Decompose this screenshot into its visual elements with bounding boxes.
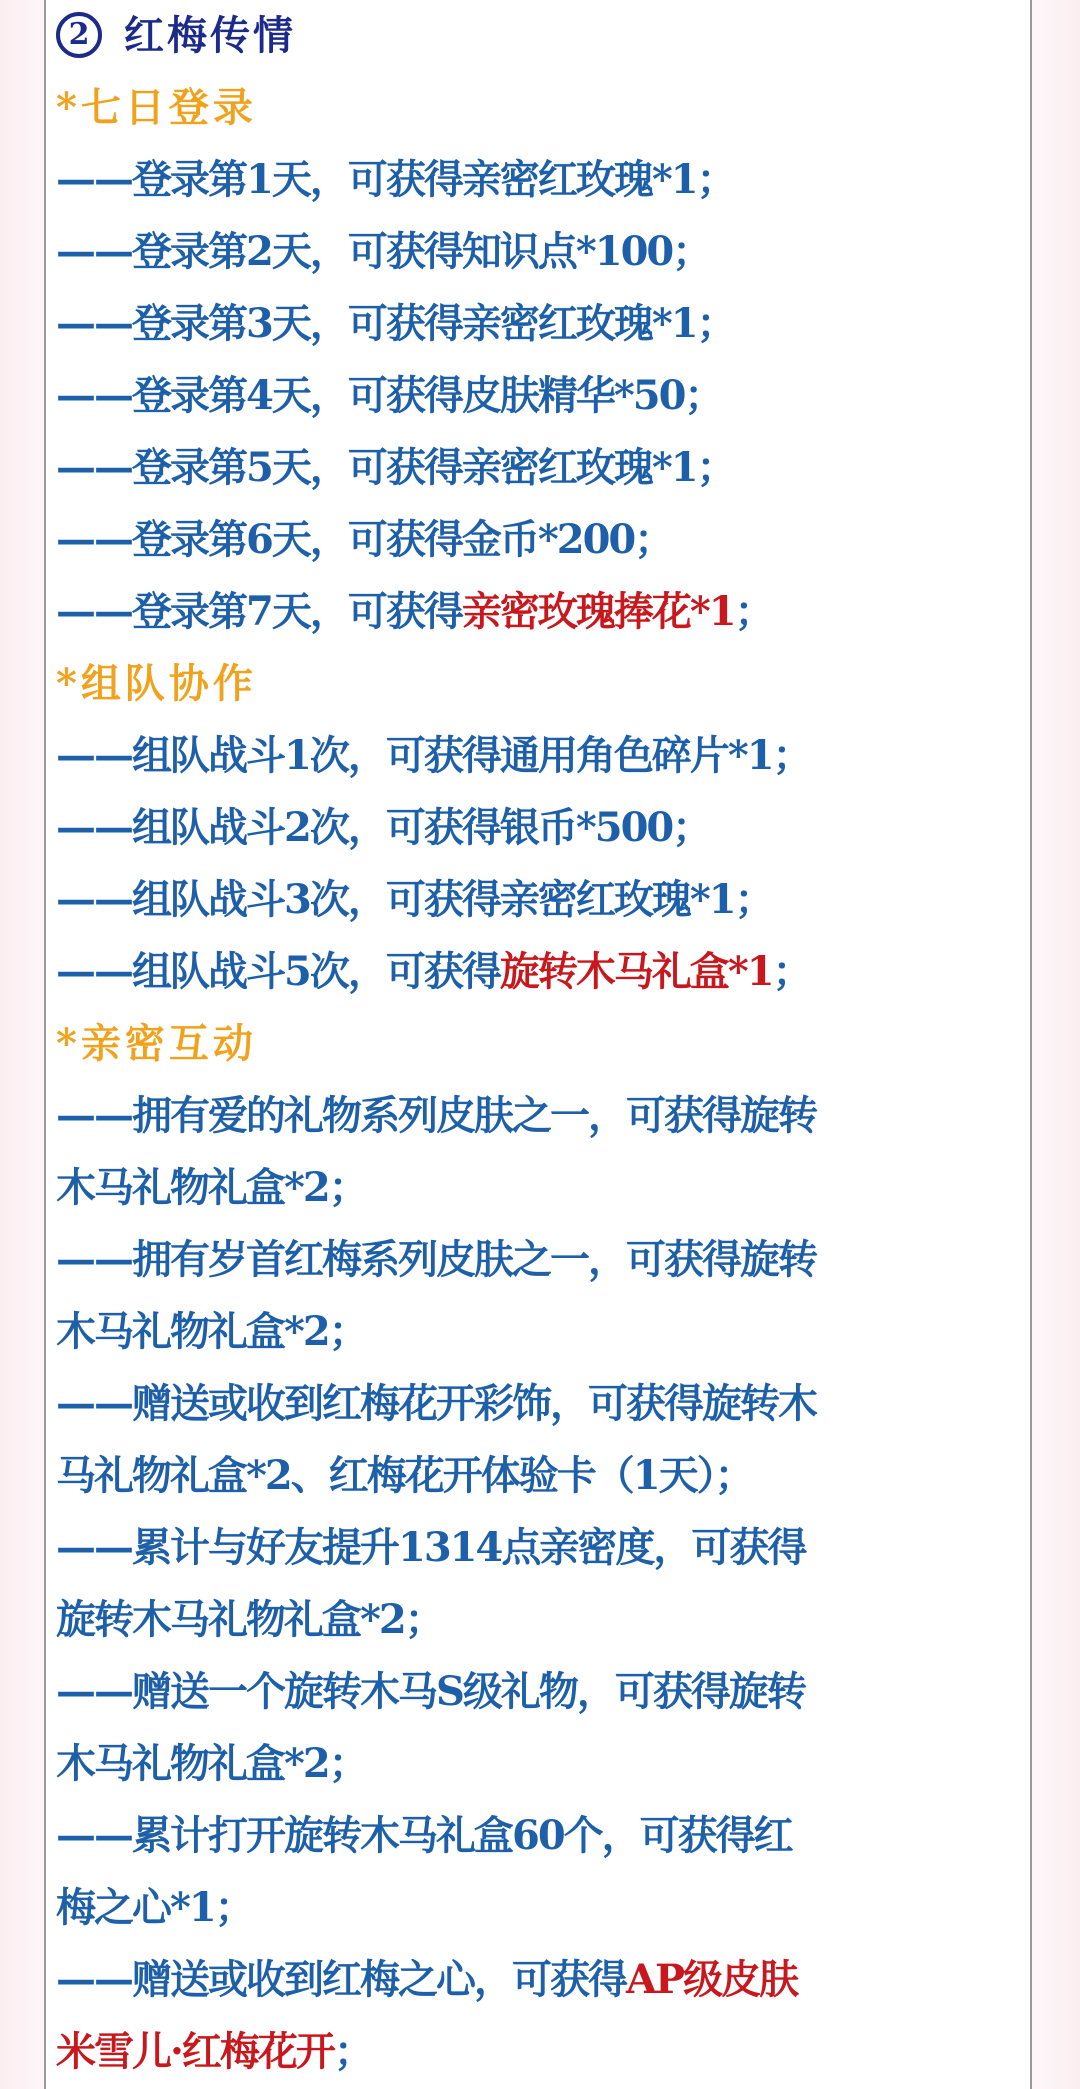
reward-highlight: 旋转木马礼盒*1 [499, 948, 773, 995]
reward-line [56, 1440, 1036, 1512]
reward-line [56, 1656, 1036, 1728]
reward-text: 木马礼物礼盒*2； [56, 1164, 367, 1211]
reward-text: ——登录第1天，可获得亲密红玫瑰*1； [56, 156, 735, 203]
reward-highlight: 米雪儿·红梅花开 [56, 2028, 334, 2075]
reward-line [56, 1152, 1036, 1224]
reward-line [56, 1800, 1036, 1872]
reward-highlight: AP级皮肤 [626, 1956, 798, 2003]
reward-text: ——组队战斗2次，可获得银币*500； [56, 804, 711, 851]
reward-text: 木马礼物礼盒*2； [56, 1308, 367, 1355]
reward-line [56, 720, 1036, 792]
reward-text: ——登录第7天，可获得 [56, 588, 462, 635]
content-panel [44, 0, 1032, 2089]
reward-line [56, 864, 1036, 936]
reward-text: 马礼物礼盒*2、红梅花开体验卡（1天）； [56, 1452, 753, 1499]
reward-text: ——登录第2天，可获得知识点*100； [56, 228, 711, 275]
reward-text: ——赠送或收到红梅之心，可获得 [56, 1956, 626, 2003]
section-title: *亲密互动 [56, 1020, 257, 1067]
reward-line [56, 504, 1036, 576]
reward-line [56, 1944, 1036, 2016]
reward-text: ——登录第3天，可获得亲密红玫瑰*1； [56, 300, 735, 347]
reward-text: ——拥有岁首红梅系列皮肤之一，可获得旋转 [56, 1236, 816, 1283]
reward-text: 梅之心*1； [56, 1884, 253, 1931]
reward-line [56, 2016, 1036, 2088]
reward-highlight: 亲密玫瑰捧花*1 [461, 588, 735, 635]
reward-text: 木马礼物礼盒*2； [56, 1740, 367, 1787]
reward-line [56, 288, 1036, 360]
reward-line [56, 1872, 1036, 1944]
reward-line [56, 360, 1036, 432]
section-title: *组队协作 [56, 660, 257, 707]
reward-line [56, 792, 1036, 864]
page-title [56, 0, 1036, 72]
number-badge: 2 [56, 12, 102, 58]
reward-text: ——赠送或收到红梅花开彩饰，可获得旋转木 [56, 1380, 816, 1427]
reward-tail: ； [772, 948, 811, 995]
reward-text: 旋转木马礼物礼盒*2； [56, 1596, 443, 1643]
reward-line [56, 432, 1036, 504]
title-text: 红梅传情 [124, 12, 296, 59]
reward-line [56, 936, 1036, 1008]
reward-line [56, 144, 1036, 216]
reward-text: ——组队战斗3次，可获得亲密红玫瑰*1； [56, 876, 773, 923]
reward-line [56, 1584, 1036, 1656]
reward-line [56, 1368, 1036, 1440]
reward-tail: ； [333, 2028, 372, 2075]
reward-text: ——登录第5天，可获得亲密红玫瑰*1； [56, 444, 735, 491]
reward-line [56, 1224, 1036, 1296]
section-title: *七日登录 [56, 84, 257, 131]
reward-line [56, 576, 1036, 648]
reward-line [56, 1728, 1036, 1800]
reward-line [56, 1296, 1036, 1368]
rules-text [56, 0, 1036, 2088]
reward-text: ——组队战斗1次，可获得通用角色碎片*1； [56, 732, 811, 779]
reward-line [56, 216, 1036, 288]
reward-text: ——赠送一个旋转木马S级礼物，可获得旋转 [56, 1668, 805, 1715]
reward-text: ——登录第4天，可获得皮肤精华*50； [56, 372, 723, 419]
reward-text: ——登录第6天，可获得金币*200； [56, 516, 673, 563]
reward-line [56, 1512, 1036, 1584]
reward-text: ——拥有爱的礼物系列皮肤之一，可获得旋转 [56, 1092, 816, 1139]
reward-line [56, 1080, 1036, 1152]
reward-text: ——累计打开旋转木马礼盒60个，可获得红 [56, 1812, 792, 1859]
reward-text: ——组队战斗5次，可获得 [56, 948, 500, 995]
reward-text: ——累计与好友提升1314点亲密度，可获得 [56, 1524, 806, 1571]
reward-tail: ； [734, 588, 773, 635]
